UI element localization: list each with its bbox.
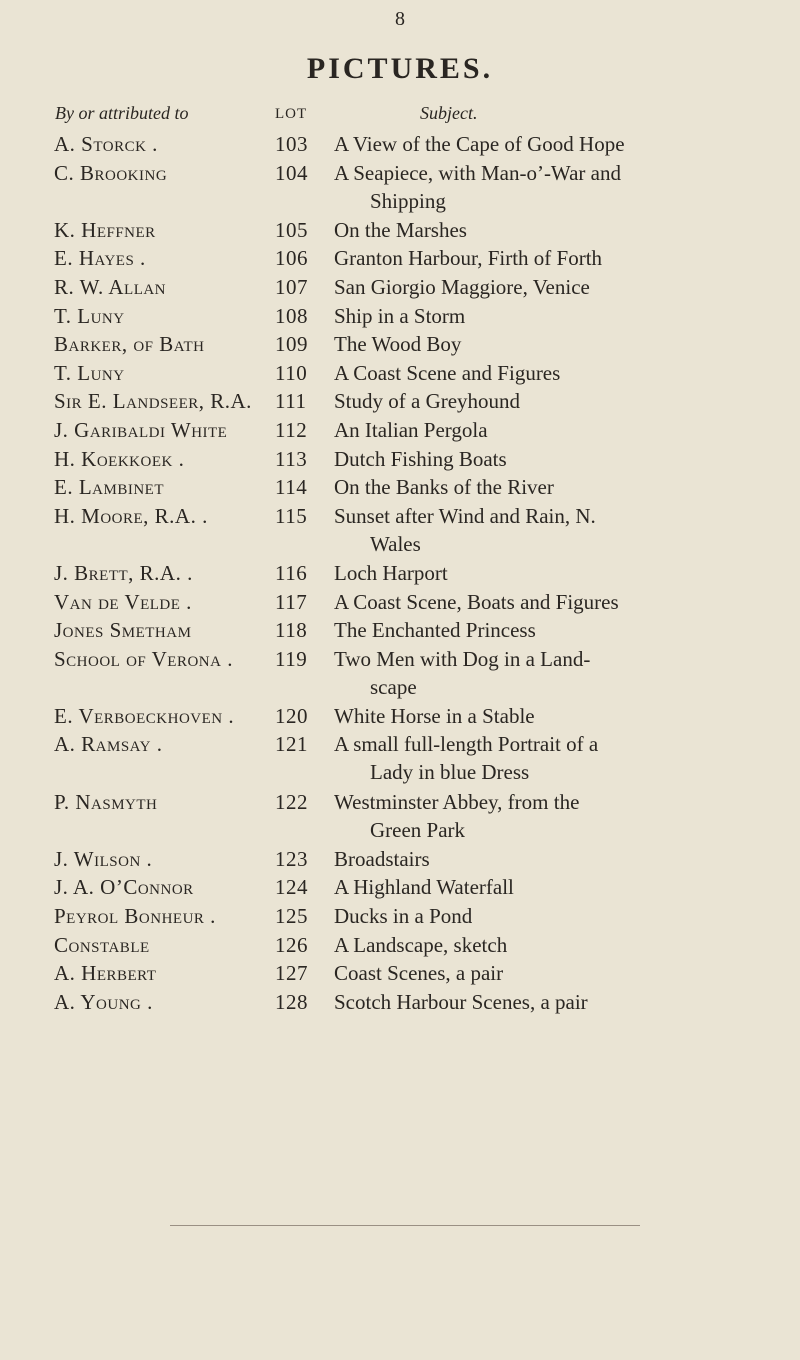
subject-line: Westminster Abbey, from the — [334, 789, 580, 814]
artist-name: H. Moore, R.A. . — [54, 503, 208, 528]
catalogue-row — [0, 502, 800, 559]
catalogue-row — [0, 730, 800, 787]
lot-number: 109 — [275, 332, 308, 357]
subject-title — [334, 130, 625, 158]
lot-number: 122 — [275, 789, 308, 814]
lot-number: 104 — [275, 160, 308, 185]
lot-number: 105 — [275, 217, 308, 242]
lot-number: 114 — [275, 475, 308, 500]
subject-title — [334, 988, 588, 1016]
page-title: PICTURES. — [306, 52, 494, 85]
subject-line: A Seapiece, with Man-o’-War and — [334, 160, 621, 185]
subject-title — [334, 902, 472, 930]
artist-name: E. Lambinet — [54, 475, 164, 500]
subject-line: A Coast Scene and Figures — [334, 360, 561, 385]
lot-number: 113 — [275, 446, 308, 471]
artist-name: Barker, of Bath — [54, 332, 205, 357]
subject-title — [334, 873, 514, 901]
subject-line: A Highland Waterfall — [334, 875, 514, 900]
lot-number: 118 — [275, 618, 308, 643]
subject-line: The Wood Boy — [334, 332, 462, 357]
artist-name: E. Hayes . — [54, 246, 146, 271]
subject-title — [334, 387, 520, 415]
subject-line: Sunset after Wind and Rain, N. — [334, 503, 596, 528]
catalogue-row — [0, 273, 800, 302]
catalogue-row — [0, 616, 800, 645]
catalogue-row — [0, 645, 800, 702]
lot-number: 112 — [275, 417, 308, 442]
subject-title — [334, 588, 619, 616]
subject-line: Dutch Fishing Boats — [334, 446, 507, 471]
subject-line: Loch Harport — [334, 560, 448, 585]
subject-line: A View of the Cape of Good Hope — [334, 132, 625, 156]
lot-number: 108 — [275, 303, 308, 328]
subject-line: San Giorgio Maggiore, Venice — [334, 274, 590, 299]
subject-title — [334, 502, 596, 558]
artist-name: A. Storck . — [54, 132, 158, 156]
catalogue-row — [0, 416, 800, 445]
subject-line: Ducks in a Pond — [334, 904, 473, 929]
header-subject: Subject. — [420, 103, 478, 123]
catalogue-row — [0, 445, 800, 474]
catalogue-row — [0, 702, 800, 731]
subject-line: Study of a Greyhound — [334, 389, 521, 414]
catalogue-row — [0, 330, 800, 359]
subject-line: scape — [370, 674, 417, 699]
artist-name: School of Verona . — [54, 646, 233, 671]
artist-name: A. Ramsay . — [54, 732, 163, 757]
lot-number: 121 — [275, 732, 308, 757]
artist-name: Peyrol Bonheur . — [54, 904, 216, 929]
subject-line: An Italian Pergola — [334, 417, 488, 442]
artist-name: P. Nasmyth — [54, 789, 158, 814]
subject-line: Two Men with Dog in a Land- — [334, 646, 591, 671]
lot-number: 123 — [275, 846, 308, 871]
artist-name: A. Herbert — [54, 961, 157, 986]
subject-line: On the Marshes — [334, 217, 467, 242]
subject-line: On the Banks of the River — [334, 475, 554, 500]
subject-title — [334, 959, 503, 987]
artist-name: R. W. Allan — [54, 274, 167, 299]
artist-name: C. Brooking — [54, 160, 168, 185]
artist-name: K. Heffner — [54, 217, 156, 242]
artist-name: J. Brett, R.A. . — [54, 560, 193, 585]
catalogue-row — [0, 559, 800, 588]
subject-line: The Enchanted Princess — [334, 618, 536, 643]
catalogue-row — [0, 244, 800, 273]
catalogue-row — [0, 130, 800, 159]
lot-number: 106 — [275, 246, 308, 271]
lot-number: 117 — [275, 589, 308, 614]
subject-line: Granton Harbour, Firth of Forth — [334, 246, 603, 271]
artist-name: J. A. O’Connor — [54, 875, 194, 900]
lot-number: 103 — [275, 132, 308, 156]
subject-title — [334, 216, 467, 244]
subject-title — [334, 845, 430, 873]
lot-number: 125 — [275, 904, 308, 929]
subject-line: Scotch Harbour Scenes, a pair — [334, 989, 588, 1014]
catalogue-row — [0, 902, 800, 931]
subject-line: White Horse in a Stable — [334, 703, 535, 728]
lot-number: 115 — [275, 503, 308, 528]
subject-title — [334, 702, 535, 730]
artist-name: Sir E. Landseer, R.A. — [54, 389, 252, 414]
artist-name: Van de Velde . — [54, 589, 192, 614]
subject-line: Coast Scenes, a pair — [334, 961, 504, 986]
catalogue-row — [0, 959, 800, 988]
catalogue-row — [0, 302, 800, 331]
lot-number: 127 — [275, 961, 308, 986]
catalogue-row — [0, 216, 800, 245]
subject-title — [334, 244, 602, 272]
subject-title — [334, 359, 560, 387]
header-lot: LOT — [275, 106, 308, 122]
lot-number: 119 — [275, 646, 308, 671]
subject-line: A small full-length Portrait of a — [334, 732, 599, 757]
lot-number: 111 — [275, 389, 307, 414]
artist-name: Jones Smetham — [54, 618, 192, 643]
subject-title — [334, 559, 448, 587]
catalogue-row — [0, 873, 800, 902]
catalogue-row — [0, 387, 800, 416]
subject-line: Ship in a Storm — [334, 303, 466, 328]
header-attributed: By or attributed to — [55, 103, 189, 123]
lot-number: 124 — [275, 875, 308, 900]
artist-name: A. Young . — [54, 989, 153, 1014]
subject-title — [334, 616, 536, 644]
artist-name: J. Wilson . — [54, 846, 153, 871]
catalogue-row — [0, 788, 800, 845]
lot-number: 120 — [275, 703, 308, 728]
subject-line: Green Park — [370, 817, 466, 842]
lot-number: 116 — [275, 560, 308, 585]
page-number: 8 — [395, 8, 405, 30]
artist-name: H. Koekkoek . — [54, 446, 185, 471]
subject-title — [334, 302, 465, 330]
subject-line: A Coast Scene, Boats and Figures — [334, 589, 619, 614]
artist-name: Constable — [54, 932, 150, 957]
bottom-rule — [170, 1225, 640, 1226]
artist-name: J. Garibaldi White — [54, 417, 228, 442]
subject-line: Broadstairs — [334, 846, 430, 871]
catalogue-row — [0, 359, 800, 388]
subject-title — [334, 730, 598, 786]
subject-line: Shipping — [370, 188, 446, 213]
subject-title — [334, 445, 507, 473]
subject-title — [334, 788, 579, 844]
subject-title — [334, 159, 621, 215]
subject-line: A Landscape, sketch — [334, 932, 508, 957]
catalogue-row — [0, 588, 800, 617]
subject-title — [334, 273, 590, 301]
subject-title — [334, 645, 590, 701]
lot-number: 107 — [275, 274, 308, 299]
lot-number: 126 — [275, 932, 308, 957]
subject-title — [334, 330, 461, 358]
catalogue-row — [0, 473, 800, 502]
artist-name: T. Luny — [54, 360, 125, 385]
subject-line: Wales — [370, 531, 421, 556]
subject-line: Lady in blue Dress — [370, 760, 530, 785]
catalogue-list — [0, 130, 800, 1016]
subject-title — [334, 416, 488, 444]
artist-name: E. Verboeckhoven . — [54, 703, 235, 728]
lot-number: 110 — [275, 360, 308, 385]
subject-title — [334, 931, 507, 959]
subject-title — [334, 473, 554, 501]
artist-name: T. Luny — [54, 303, 125, 328]
catalogue-row — [0, 988, 800, 1017]
catalogue-row — [0, 845, 800, 874]
lot-number: 128 — [275, 989, 308, 1014]
catalogue-row — [0, 931, 800, 960]
catalogue-row — [0, 159, 800, 216]
